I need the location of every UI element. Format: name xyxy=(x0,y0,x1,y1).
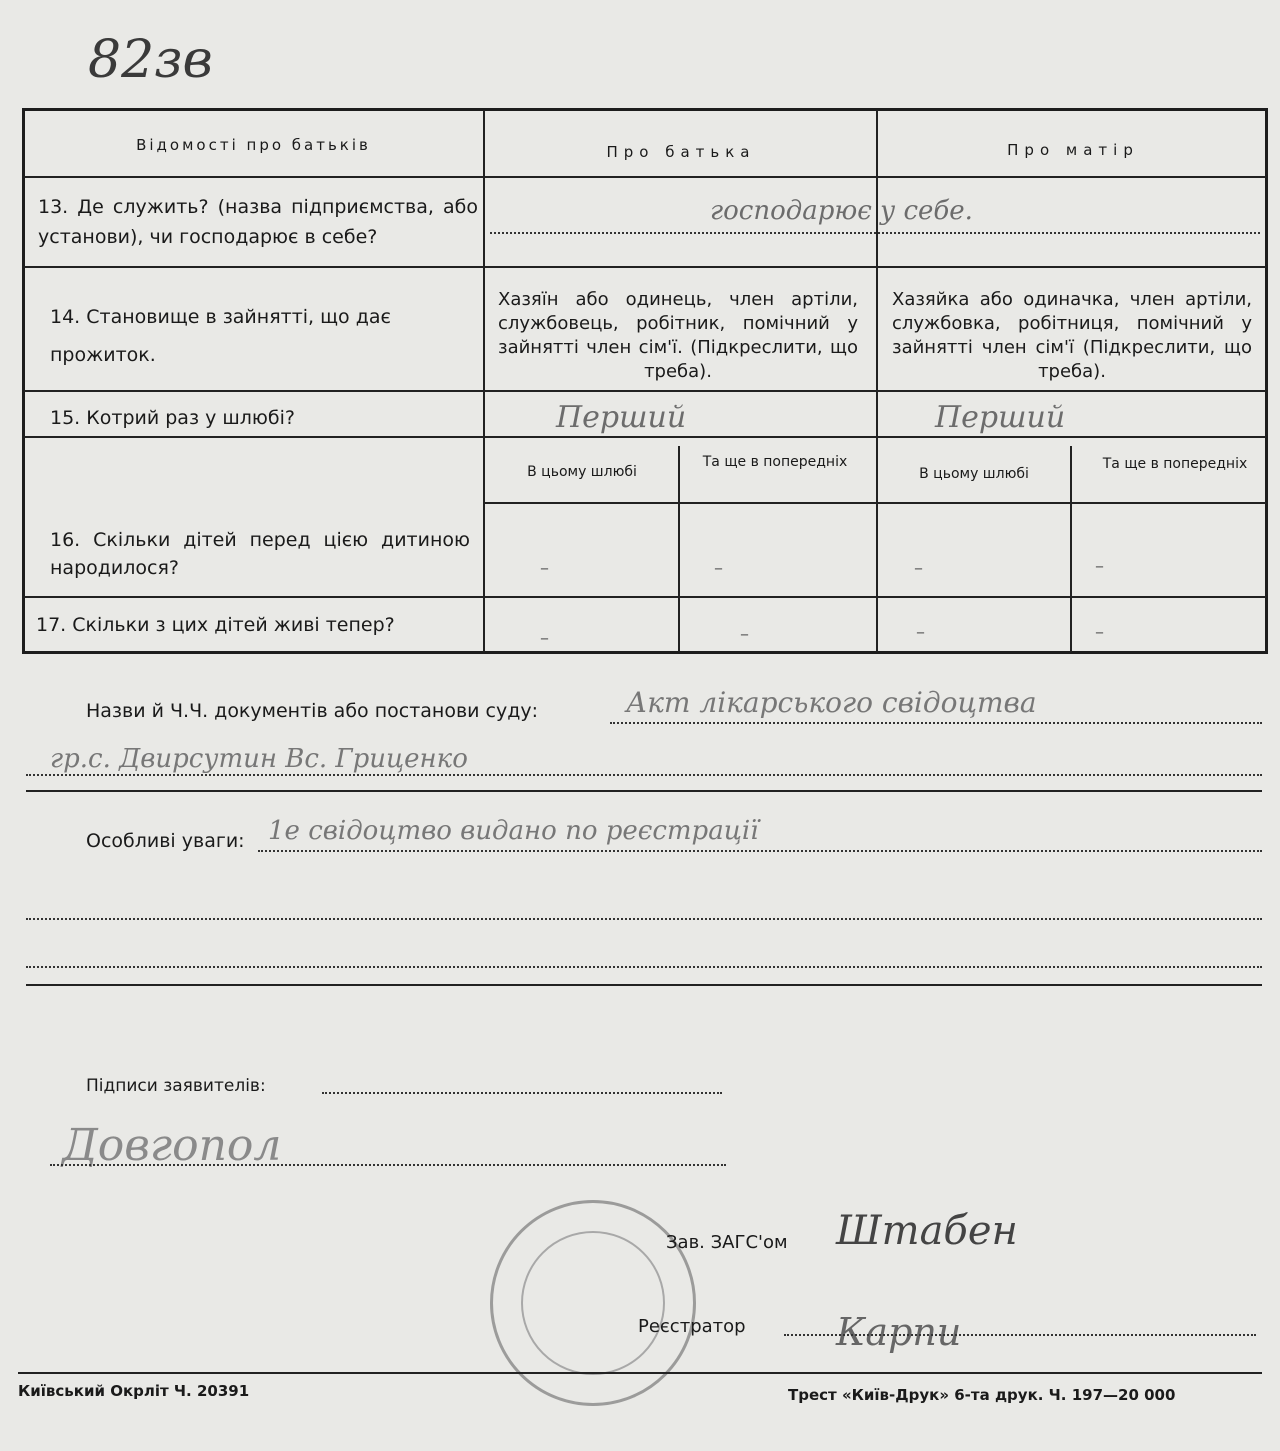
answer-16-mother-prev: – xyxy=(1095,556,1104,577)
row-divider xyxy=(24,436,1266,438)
answer-13: господарює у себе. xyxy=(710,196,973,226)
column-divider xyxy=(876,110,878,652)
documents-line xyxy=(26,774,1262,776)
head-registry-label: Зав. ЗАГС'ом xyxy=(666,1232,788,1253)
column-divider xyxy=(678,446,680,652)
answer-16-father-prev: – xyxy=(714,558,723,579)
head-registry-signature: Штабен xyxy=(836,1208,1018,1254)
header-father: Про батька xyxy=(606,143,756,161)
question-13: 13. Де служить? (назва підприємства, або установи), чи господарює в себе? xyxy=(38,196,478,248)
header-parents-info: Відомості про батьків xyxy=(136,136,371,154)
applicants-signatures-label: Підписи заявителів: xyxy=(86,1076,266,1096)
sub-header-previous: Та ще в попередніх xyxy=(1102,456,1248,472)
section-separator xyxy=(26,790,1262,792)
question-14: 14. Становище в зайнятті, що дає прожиток. xyxy=(50,306,391,366)
archive-number-mark: 82зв xyxy=(88,30,213,90)
column-divider xyxy=(483,110,485,652)
answer-15-father: Перший xyxy=(556,400,687,435)
remarks-line xyxy=(26,918,1262,920)
answer-17-father-this: – xyxy=(540,628,549,649)
sub-header-this-marriage: В цьому шлюбі xyxy=(919,466,1029,482)
documents-value: Акт лікарського свідоцтва xyxy=(626,686,1037,719)
question-16: 16. Скільки дітей перед цією дитиною народилося? xyxy=(50,529,470,579)
section-separator xyxy=(26,984,1262,986)
answer-17-father-prev: – xyxy=(740,624,749,645)
question-15: 15. Котрий раз у шлюбі? xyxy=(50,407,295,429)
answer-17-mother-this: – xyxy=(916,622,925,643)
sub-header-this-marriage: В цьому шлюбі xyxy=(527,464,637,480)
mother-occupation-options: Хазяйка або одиначка, член артіли, службовка, робітниця, помічний у зайнятті член сім'ї (Підкреслити, що треба). xyxy=(892,289,1252,382)
row-divider xyxy=(24,596,1266,598)
row-divider xyxy=(24,390,1266,392)
registrar-label: Реєстратор xyxy=(638,1316,746,1337)
remarks-label: Особливі уваги: xyxy=(86,830,245,852)
documents-label: Назви й Ч.Ч. документів або постанови суду: xyxy=(86,700,539,722)
answer-15-mother: Перший xyxy=(935,400,1066,435)
footer-left-imprint: Київський Окрліт Ч. 20391 xyxy=(18,1382,250,1400)
answer-line xyxy=(490,232,1260,234)
remarks-line xyxy=(258,850,1262,852)
question-17: 17. Скільки з цих дітей живі тепер? xyxy=(36,614,395,636)
documents-value-2: гр.с. Двирсутин Вс. Гриценко xyxy=(50,744,468,774)
father-occupation-options: Хазяїн або одинець, член артіли, службовець, робітник, помічний у зайнятті член сім'ї. (Підкреслити, що треба). xyxy=(498,289,858,382)
official-seal-stamp xyxy=(490,1200,696,1406)
answer-16-mother-this: – xyxy=(914,558,923,579)
answer-17-mother-prev: – xyxy=(1095,622,1104,643)
row-divider xyxy=(24,176,1266,178)
registrar-signature: Карпи xyxy=(836,1310,962,1354)
remarks-value: 1е свідоцтво видано по реєстрації xyxy=(268,816,759,846)
row-divider xyxy=(485,502,1266,504)
answer-16-father-this: – xyxy=(540,558,549,579)
column-divider xyxy=(1070,446,1072,652)
row-divider xyxy=(24,266,1266,268)
header-mother: Про матір xyxy=(1007,141,1139,159)
sub-header-previous: Та ще в попередніх xyxy=(702,454,848,470)
remarks-line xyxy=(26,966,1262,968)
signature-line xyxy=(50,1164,726,1166)
footer-separator xyxy=(18,1372,1262,1374)
footer-right-imprint: Трест «Київ-Друк» 6-та друк. Ч. 197—20 000 xyxy=(788,1386,1176,1404)
documents-line xyxy=(610,722,1262,724)
applicant-signature: Довгопол xyxy=(62,1120,282,1171)
registrar-line xyxy=(784,1334,1256,1336)
signature-line xyxy=(322,1092,722,1094)
